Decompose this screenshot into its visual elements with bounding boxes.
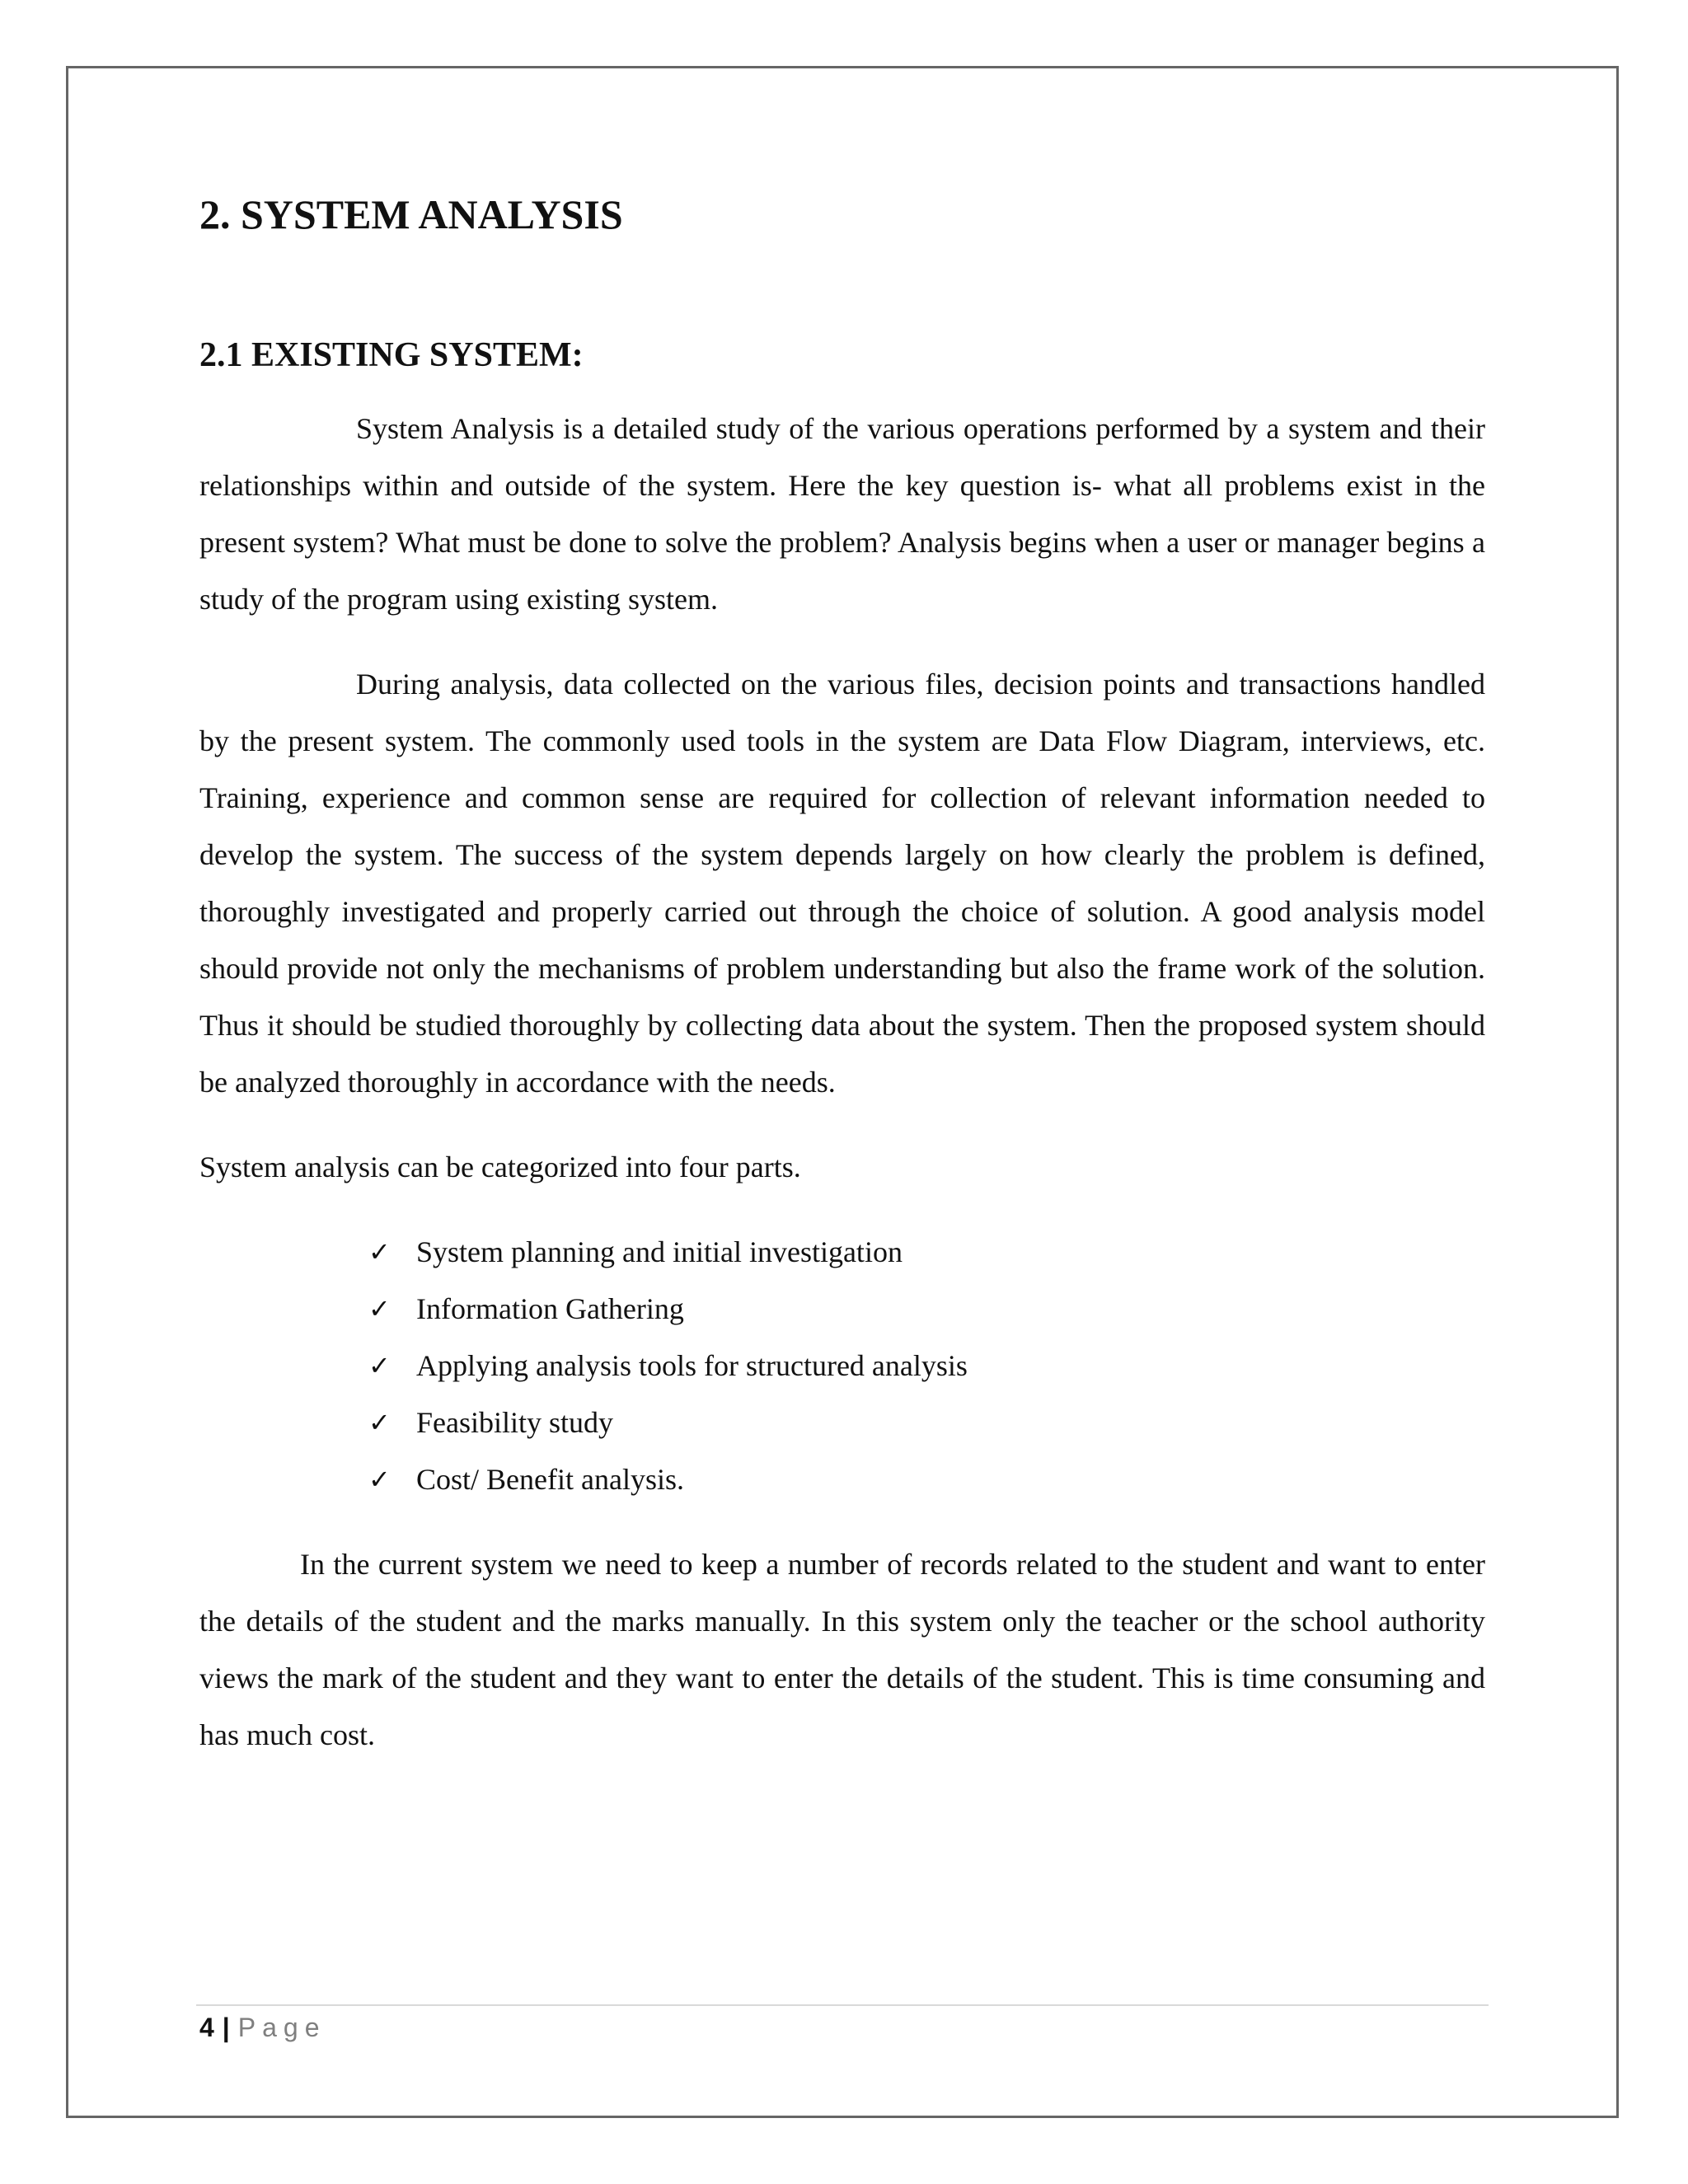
list-item bbox=[368, 1338, 1485, 1394]
list-item bbox=[368, 1281, 1485, 1338]
list-item-text: Feasibility study bbox=[416, 1406, 614, 1440]
footer-divider bbox=[196, 2004, 1489, 2006]
checkmark-icon: ✓ bbox=[368, 1236, 391, 1268]
list-item bbox=[368, 1451, 1485, 1508]
checkmark-icon: ✓ bbox=[368, 1350, 391, 1382]
analysis-parts-list bbox=[199, 1224, 1485, 1508]
list-item-text: System planning and initial investigation bbox=[416, 1235, 903, 1269]
list-item bbox=[368, 1394, 1485, 1451]
document-body bbox=[199, 190, 1485, 1764]
list-item bbox=[368, 1224, 1485, 1281]
paragraph-analysis: During analysis, data collected on the various files, decision points and transactions handled by the present system. The commonly used tools in the system are Data Flow Diagram, interviews, etc. Training, experience and common sense are required for collection of relevant information needed to develop the system. The success of the system depends largely on how clearly the problem is defined, thoroughly investigated and properly carried out through the choice of solution. A good analysis model should provide not only the mechanisms of problem understanding but also the frame work of the solution. Thus it should be studied thoroughly by collecting data about the system. Then the proposed system should be analyzed thoroughly in accordance with the needs. bbox=[199, 668, 1485, 1099]
paragraph-categories: System analysis can be categorized into four parts. bbox=[199, 1151, 801, 1184]
list-item-text: Cost/ Benefit analysis. bbox=[416, 1463, 684, 1497]
checkmark-icon: ✓ bbox=[368, 1293, 391, 1325]
checkmark-icon: ✓ bbox=[368, 1464, 391, 1496]
page-label: Page bbox=[237, 2013, 326, 2042]
paragraph-intro: System Analysis is a detailed study of the various operations performed by a system and their relationships within and outside of the system. Here the key question is- what all problems exist in the present system? What must be done to solve the problem? Analysis begins when a user or manager begins a study of the program using existing system. bbox=[199, 412, 1485, 616]
subsection-heading: 2.1 EXISTING SYSTEM: bbox=[199, 336, 584, 374]
footer-separator: | bbox=[222, 2013, 230, 2042]
list-item-text: Applying analysis tools for structured analysis bbox=[416, 1349, 968, 1383]
paragraph-current-system: In the current system we need to keep a number of records related to the student and want to enter the details of the student and the marks manually. In this system only the teacher or the school authority views the mark of the student and they want to enter the details of the student. This is time consuming and has much cost. bbox=[199, 1548, 1485, 1752]
list-item-text: Information Gathering bbox=[416, 1292, 684, 1326]
page-footer bbox=[199, 2009, 326, 2046]
page-number: 4 bbox=[199, 2013, 214, 2042]
section-heading: 2. SYSTEM ANALYSIS bbox=[199, 191, 623, 237]
checkmark-icon: ✓ bbox=[368, 1407, 391, 1439]
